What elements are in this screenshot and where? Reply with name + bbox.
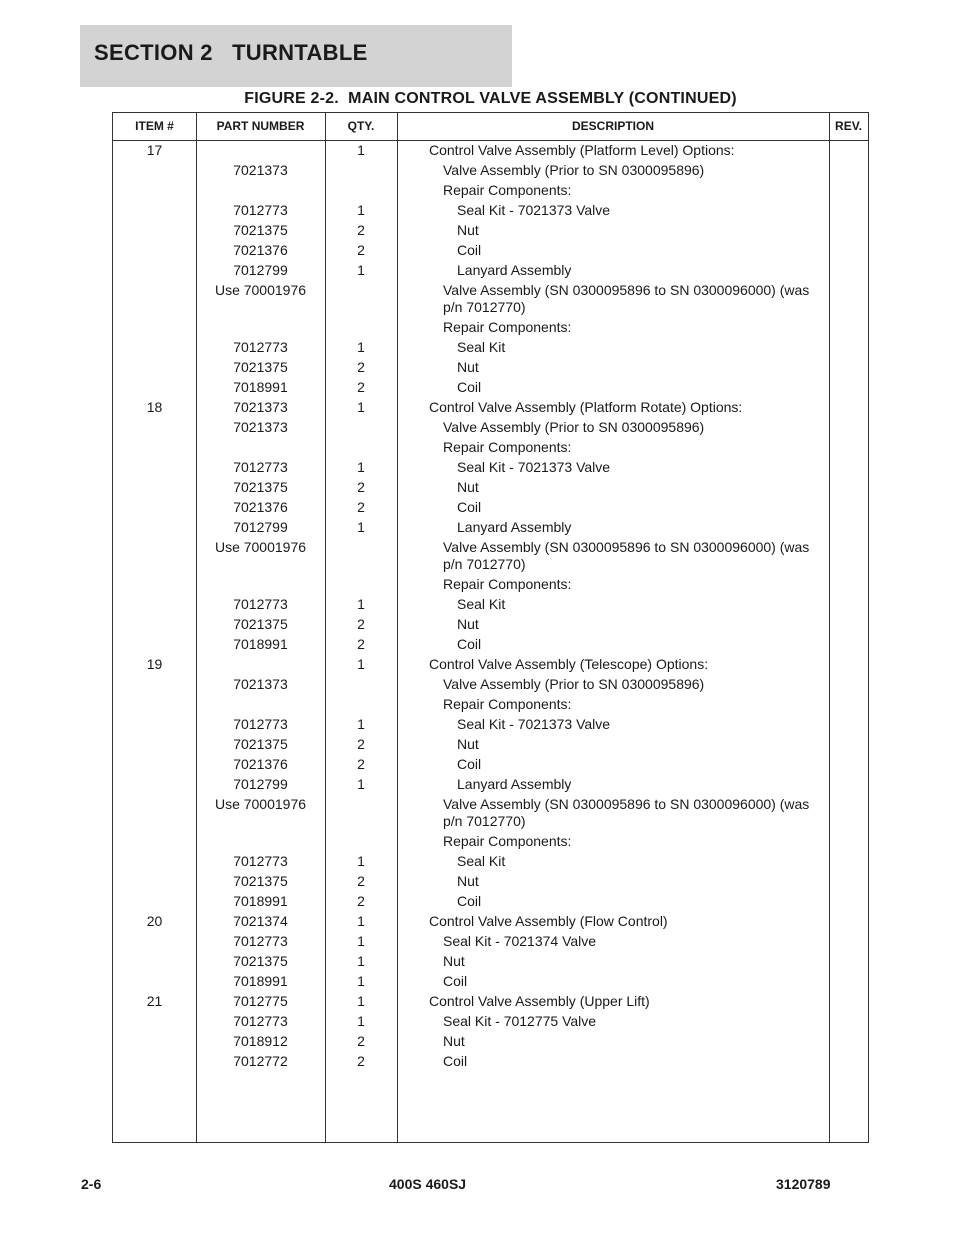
part-number-cell: 7021373 <box>233 676 288 692</box>
qty-cell: 1 <box>357 953 365 969</box>
description-cell: Coil <box>443 973 468 989</box>
table-row <box>113 756 868 776</box>
qty-cell: 2 <box>357 222 365 238</box>
description-cell: Seal Kit - 7012775 Valve <box>443 1013 597 1029</box>
qty-cell: 2 <box>357 499 365 515</box>
description-cell: Control Valve Assembly (Platform Rotate) Options: <box>429 399 743 415</box>
part-number-cell: 7012775 <box>233 993 288 1009</box>
qty-cell: 1 <box>357 776 365 792</box>
item-cell: 17 <box>146 142 163 158</box>
qty-cell: 1 <box>357 656 365 672</box>
qty-cell: 2 <box>357 242 365 258</box>
table-body <box>113 142 868 1073</box>
part-number-cell: 7021373 <box>233 419 288 435</box>
table-row <box>113 182 868 202</box>
header-description: DESCRIPTION <box>571 119 654 133</box>
description-cell: Repair Components: <box>443 576 572 592</box>
header-divider <box>113 140 868 141</box>
description-cell: Control Valve Assembly (Platform Level) Options: <box>429 142 735 158</box>
table-row <box>113 519 868 539</box>
qty-cell: 2 <box>357 736 365 752</box>
description-cell: Coil <box>457 636 482 652</box>
table-row <box>113 379 868 399</box>
item-cell: 20 <box>146 913 163 929</box>
table-row <box>113 796 868 833</box>
part-number-cell: 7012773 <box>233 202 288 218</box>
part-number-cell: 7012773 <box>233 716 288 732</box>
qty-cell: 1 <box>357 519 365 535</box>
description-cell: Lanyard Assembly <box>457 262 572 278</box>
header-part-number: PART NUMBER <box>216 119 305 133</box>
header-item: ITEM # <box>135 119 174 133</box>
table-row <box>113 479 868 499</box>
qty-cell: 2 <box>357 893 365 909</box>
description-cell: Nut <box>457 479 479 495</box>
part-number-cell: Use 70001976 <box>214 539 307 555</box>
footer-model: 400S 460SJ <box>389 1176 467 1192</box>
part-number-cell: 7012773 <box>233 596 288 612</box>
table-row <box>113 319 868 339</box>
table-row <box>113 142 868 162</box>
table-row <box>113 339 868 359</box>
part-number-cell: 7021374 <box>233 913 288 929</box>
description-cell: Seal Kit - 7021373 Valve <box>457 716 611 732</box>
part-number-cell: 7021375 <box>233 873 288 889</box>
description-cell: Repair Components: <box>443 182 572 198</box>
description-cell: Seal Kit - 7021374 Valve <box>443 933 597 949</box>
table-row <box>113 873 868 893</box>
table-row <box>113 776 868 796</box>
qty-cell: 1 <box>357 459 365 475</box>
table-row <box>113 499 868 519</box>
description-cell: Nut <box>457 359 479 375</box>
qty-cell: 2 <box>357 1053 365 1069</box>
table-row <box>113 676 868 696</box>
qty-cell: 1 <box>357 596 365 612</box>
description-cell: Repair Components: <box>443 696 572 712</box>
table-row <box>113 459 868 479</box>
table-row <box>113 202 868 222</box>
description-cell: Valve Assembly (Prior to SN 0300095896) <box>443 162 705 178</box>
part-number-cell: Use 70001976 <box>214 282 307 298</box>
part-number-cell: Use 70001976 <box>214 796 307 812</box>
description-cell: Nut <box>457 736 479 752</box>
description-cell: Lanyard Assembly <box>457 776 572 792</box>
table-row <box>113 973 868 993</box>
table-row <box>113 636 868 656</box>
qty-cell: 1 <box>357 202 365 218</box>
description-cell: Repair Components: <box>443 833 572 849</box>
description-cell: Coil <box>457 893 482 909</box>
part-number-cell: 7021373 <box>233 399 288 415</box>
description-cell: Valve Assembly (SN 0300095896 to SN 0300096000) (was p/n 7012770) <box>443 282 810 315</box>
description-cell: Coil <box>457 756 482 772</box>
table-row <box>113 656 868 676</box>
part-number-cell: 7021375 <box>233 359 288 375</box>
part-number-cell: 7021376 <box>233 499 288 515</box>
table-row <box>113 242 868 262</box>
header-rev: REV. <box>835 119 862 133</box>
part-number-cell: 7012773 <box>233 1013 288 1029</box>
qty-cell: 2 <box>357 1033 365 1049</box>
table-row <box>113 716 868 736</box>
qty-cell: 1 <box>357 142 365 158</box>
part-number-cell: 7021373 <box>233 162 288 178</box>
table-row <box>113 359 868 379</box>
description-cell: Nut <box>443 1033 465 1049</box>
table-row <box>113 933 868 953</box>
description-cell: Seal Kit <box>457 339 506 355</box>
part-number-cell: 7021376 <box>233 242 288 258</box>
part-number-cell: 7021375 <box>233 479 288 495</box>
description-cell: Repair Components: <box>443 319 572 335</box>
description-cell: Coil <box>457 242 482 258</box>
description-cell: Lanyard Assembly <box>457 519 572 535</box>
part-number-cell: 7018991 <box>233 973 288 989</box>
table-row <box>113 419 868 439</box>
table-row <box>113 539 868 576</box>
part-number-cell: 7012799 <box>233 519 288 535</box>
part-number-cell: 7018991 <box>233 379 288 395</box>
table-row <box>113 162 868 182</box>
part-number-cell: 7012773 <box>233 933 288 949</box>
qty-cell: 1 <box>357 913 365 929</box>
table-row <box>113 736 868 756</box>
description-cell: Coil <box>443 1053 468 1069</box>
section-title: SECTION 2 TURNTABLE <box>94 40 368 65</box>
part-number-cell: 7021375 <box>233 953 288 969</box>
header-qty: QTY. <box>347 119 375 133</box>
part-number-cell: 7012773 <box>233 339 288 355</box>
qty-cell: 2 <box>357 873 365 889</box>
description-cell: Coil <box>457 499 482 515</box>
part-number-cell: 7018912 <box>233 1033 288 1049</box>
table-row <box>113 993 868 1013</box>
part-number-cell: 7021376 <box>233 756 288 772</box>
table-row <box>113 439 868 459</box>
description-cell: Coil <box>457 379 482 395</box>
part-number-cell: 7018991 <box>233 893 288 909</box>
parts-table <box>112 112 869 1143</box>
qty-cell: 2 <box>357 379 365 395</box>
qty-cell: 2 <box>357 359 365 375</box>
table-row <box>113 576 868 596</box>
table-row <box>113 913 868 933</box>
description-cell: Control Valve Assembly (Flow Control) <box>429 913 668 929</box>
table-row <box>113 893 868 913</box>
item-cell: 21 <box>146 993 163 1009</box>
qty-cell: 1 <box>357 262 365 278</box>
table-row <box>113 853 868 873</box>
part-number-cell: 7012799 <box>233 262 288 278</box>
qty-cell: 1 <box>357 399 365 415</box>
qty-cell: 2 <box>357 636 365 652</box>
qty-cell: 2 <box>357 616 365 632</box>
qty-cell: 1 <box>357 1013 365 1029</box>
description-cell: Seal Kit - 7021373 Valve <box>457 459 611 475</box>
description-cell: Control Valve Assembly (Telescope) Options: <box>429 656 709 672</box>
qty-cell: 1 <box>357 339 365 355</box>
table-row <box>113 596 868 616</box>
table-row <box>113 222 868 242</box>
item-cell: 18 <box>146 399 163 415</box>
description-cell: Nut <box>457 222 479 238</box>
table-row <box>113 1053 868 1073</box>
description-cell: Nut <box>457 616 479 632</box>
description-cell: Seal Kit - 7021373 Valve <box>457 202 611 218</box>
table-row <box>113 833 868 853</box>
part-number-cell: 7012773 <box>233 459 288 475</box>
description-cell: Valve Assembly (Prior to SN 0300095896) <box>443 419 705 435</box>
table-row <box>113 1033 868 1053</box>
description-cell: Nut <box>443 953 465 969</box>
table-row <box>113 399 868 419</box>
part-number-cell: 7012772 <box>233 1053 288 1069</box>
description-cell: Seal Kit <box>457 596 506 612</box>
table-row <box>113 953 868 973</box>
description-cell: Seal Kit <box>457 853 506 869</box>
table-row <box>113 696 868 716</box>
table-row <box>113 616 868 636</box>
qty-cell: 1 <box>357 716 365 732</box>
footer-page-number: 2-6 <box>81 1176 102 1192</box>
part-number-cell: 7021375 <box>233 736 288 752</box>
table-row <box>113 282 868 319</box>
part-number-cell: 7021375 <box>233 616 288 632</box>
qty-cell: 1 <box>357 933 365 949</box>
part-number-cell: 7012799 <box>233 776 288 792</box>
footer-doc-number: 3120789 <box>776 1176 831 1192</box>
part-number-cell: 7012773 <box>233 853 288 869</box>
description-cell: Valve Assembly (SN 0300095896 to SN 0300096000) (was p/n 7012770) <box>443 796 810 829</box>
table-row <box>113 1013 868 1033</box>
figure-title: FIGURE 2-2. MAIN CONTROL VALVE ASSEMBLY (CONTINUED) <box>244 90 737 107</box>
qty-cell: 2 <box>357 479 365 495</box>
qty-cell: 1 <box>357 993 365 1009</box>
part-number-cell: 7018991 <box>233 636 288 652</box>
description-cell: Valve Assembly (Prior to SN 0300095896) <box>443 676 705 692</box>
table-row <box>113 262 868 282</box>
qty-cell: 1 <box>357 973 365 989</box>
part-number-cell: 7021375 <box>233 222 288 238</box>
qty-cell: 1 <box>357 853 365 869</box>
description-cell: Nut <box>457 873 479 889</box>
item-cell: 19 <box>146 656 163 672</box>
description-cell: Valve Assembly (SN 0300095896 to SN 0300096000) (was p/n 7012770) <box>443 539 810 572</box>
description-cell: Control Valve Assembly (Upper Lift) <box>429 993 650 1009</box>
qty-cell: 2 <box>357 756 365 772</box>
description-cell: Repair Components: <box>443 439 572 455</box>
